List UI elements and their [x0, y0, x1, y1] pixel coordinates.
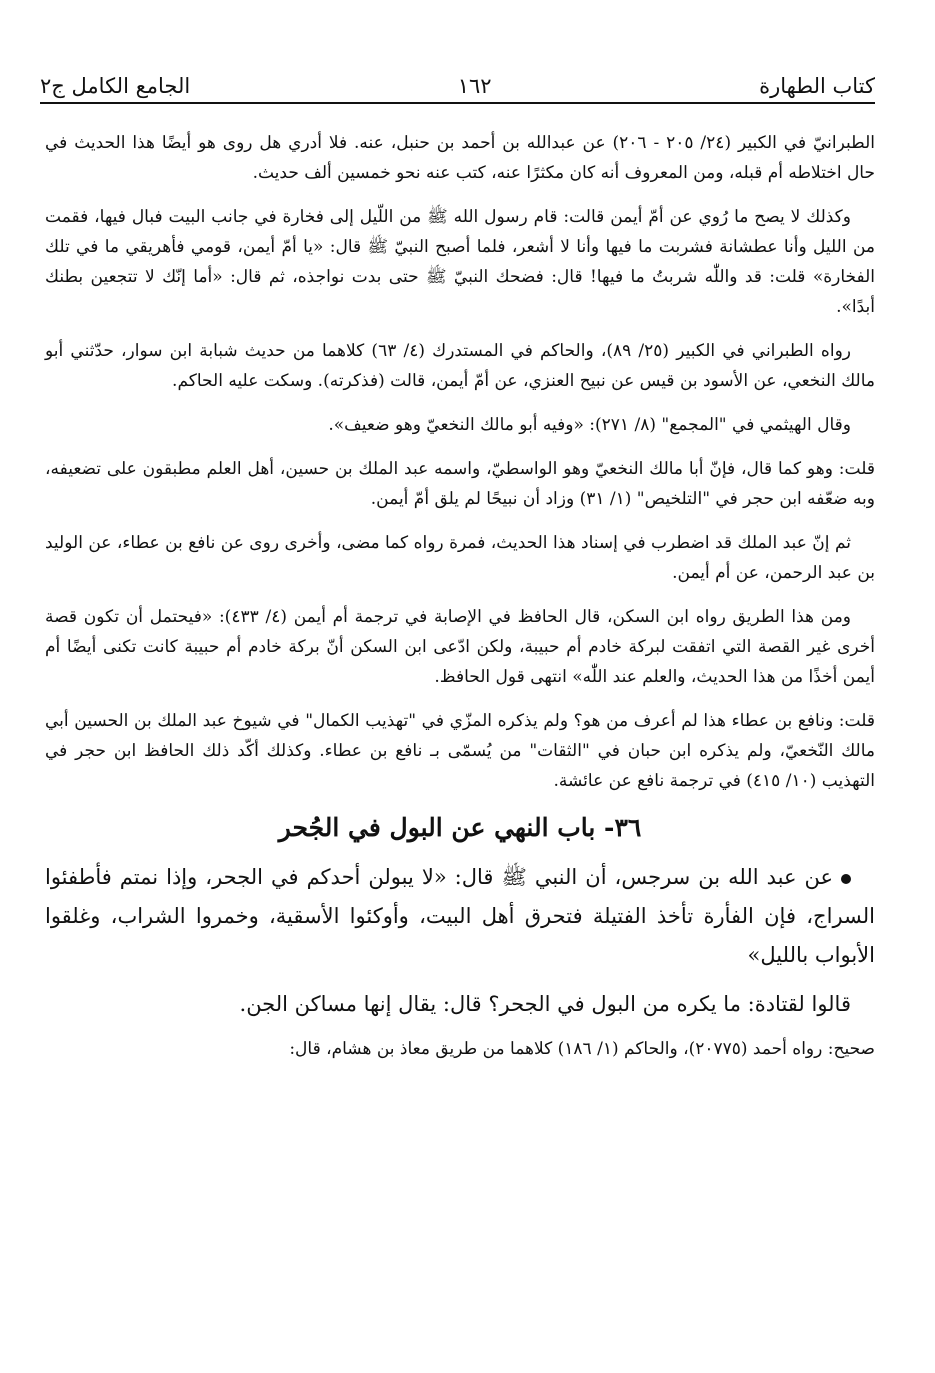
paragraph-8: قلت: ونافع بن عطاء هذا لم أعرف من هو؟ ولم يذكره المزّي في "تهذيب الكمال" في شيوخ عبد الملك بن الحسين أبي مالك النّخعيّ، ولم يذكره ابن حبان في "الثقات" من يُسمّى بـ نافع بن عطاء. وكذلك أكّد ذلك الحافظ ابن حجر في التهذيب (١٠/ ٤١٥) في ترجمة نافع عن عائشة.	[45, 711, 875, 791]
bullet-icon	[841, 874, 851, 884]
page-body	[45, 128, 875, 1078]
page-header	[40, 58, 875, 104]
paragraph-3: رواه الطبراني في الكبير (٢٥/ ٨٩)، والحاكم في المستدرك (٤/ ٦٣) كلاهما من حديث شبابة ابن سوار، حدّثني أبو مالك النخعي، عن الأسود بن قيس عن نبيح العنزي، عن أمّ أيمن، قالت (فذكرته). وسكت عليه الحاكم.	[45, 341, 875, 391]
paragraph-5: قلت: وهو كما قال، فإنّ أبا مالك النخعيّ وهو الواسطيّ، واسمه عبد الملك بن حسين، أهل العلم مطبقون على تضعيفه، وبه ضعّفه ابن حجر في "التلخيص" (١/ ٣١) وزاد أن نبيحًا لم يلق أمّ أيمن.	[45, 459, 875, 509]
hadith-paragraph	[45, 858, 875, 975]
paragraph-6: ثم إنّ عبد الملك قد اضطرب في إسناد هذا الحديث، فمرة رواه كما مضى، وأخرى روى عن نافع بن عطاء، عن الوليد بن عبد الرحمن، عن أم أيمن.	[45, 533, 875, 583]
paragraph-1: الطبرانيّ في الكبير (٢٤/ ٢٠٥ - ٢٠٦) عن عبدالله بن أحمد بن حنبل، عنه. فلا أدري هل روى هو أيضًا هذا الحديث في حال اختلاطه أم قبله، ومن المعروف أنه كان مكثرًا عنه، كتب عنه نحو خمسين ألف حديث.	[45, 133, 875, 183]
qatada-note: قالوا لقتادة: ما يكره من البول في الجحر؟ قال: يقال إنها مساكن الجن.	[239, 992, 851, 1016]
paragraph-4: وقال الهيثمي في "المجمع" (٨/ ٢٧١): «وفيه أبو مالك النخعيّ وهو ضعيف».	[328, 415, 851, 435]
chapter-heading: ٣٦- باب النهي عن البول في الجُحر	[278, 813, 642, 842]
paragraph-2: وكذلك لا يصح ما رُوي عن أمّ أيمن قالت: قام رسول الله ﷺ من اللّيل إلى فخارة في جانب البيت فبال فيها، فقمت من الليل وأنا عطشانة فشربت ما فيها وأنا لا أشعر، فلما أصبح النبيّ ﷺ قال: «يا أمّ أيمن، قومي فأهريقي ما في تلك الفخارة» قلت: قد واللّٰه شربتُ ما فيها! قال: فضحك النبيّ ﷺ حتى بدت نواجذه، ثم قال: «أما إنّك لا تتجعين بطنك أبدًا».	[45, 207, 875, 317]
header-book-section: كتاب الطهارة	[759, 74, 875, 98]
header-rule	[40, 102, 875, 104]
hadith-text: عن عبد الله بن سرجس، أن النبي ﷺ قال: «لا يبولن أحدكم في الجحر، وإذا نمتم فأطفئوا السراج، فإن الفأرة تأخذ الفتيلة فتحرق أهل البيت، وأوكئوا الأسقية، وخمروا الشراب، وغلقوا الأبواب بالليل»	[45, 865, 875, 967]
header-page-number: ١٦٢	[457, 74, 492, 98]
grading-paragraph: صحيح: رواه أحمد (٢٠٧٧٥)، والحاكم (١/ ١٨٦) كلاهما من طريق معاذ بن هشام، قال:	[289, 1039, 875, 1059]
paragraph-7: ومن هذا الطريق رواه ابن السكن، قال الحافظ في الإصابة في ترجمة أم أيمن (٤/ ٤٣٣): «فيحتمل أن تكون قصة أخرى غير القصة التي اتفقت لبركة خادم أم حبيبة، ولكن ادّعى ابن السكن أنّ بركة خادم أم حبيبة كانت تكنى أيضًا أم أيمن أخذًا من هذا الحديث، والعلم عند اللّٰه» انتهى قول الحافظ.	[45, 607, 875, 687]
header-book-title: الجامع الكامل ج٢	[40, 74, 191, 98]
